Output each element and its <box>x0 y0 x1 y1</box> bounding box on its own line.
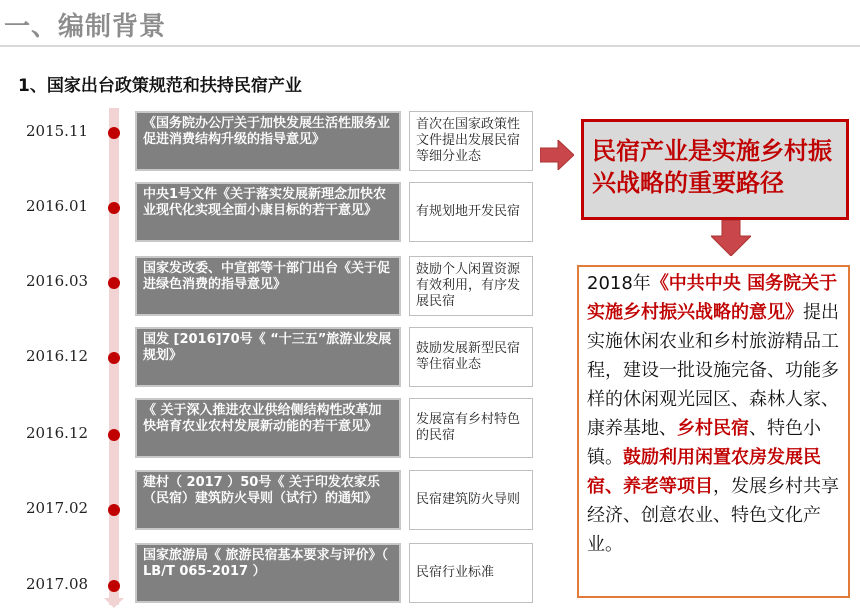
timeline-arrow-icon <box>104 598 124 608</box>
policy-box: 中央1号文件《关于落实发展新理念加快农业现代化实现全面小康目标的若干意见》 <box>135 182 401 242</box>
timeline-dot <box>108 277 120 289</box>
detail-text: 、特色小镇。 <box>587 418 821 468</box>
detail-text: 提出实施休闲农业和乡村旅游精品工程，建设一批设施完备、功能多样的休闲观光园区、森林人家、康养基地、 <box>587 302 839 439</box>
timeline-date: 2016.01 <box>26 197 89 215</box>
title-divider <box>0 45 860 47</box>
effect-text: 发展富有乡村特色的民宿 <box>416 412 521 443</box>
detail-emphasis: 乡村民宿 <box>677 418 749 439</box>
timeline-date: 2016.03 <box>26 272 89 290</box>
timeline-dot <box>108 202 120 214</box>
policy-box: 国发 [2016]70号《 “十三五”旅游业发展规划》 <box>135 327 401 387</box>
effect-box <box>409 543 533 603</box>
effect-text: 有规划地开发民宿 <box>416 204 521 219</box>
timeline-date: 2015.11 <box>26 122 89 140</box>
timeline-date: 2016.12 <box>26 347 89 365</box>
detail-text: ，发展乡村共享经济、创意农业、特色文化产业。 <box>587 476 839 555</box>
timeline-date: 2017.08 <box>26 575 89 593</box>
detail-box <box>577 265 850 598</box>
effect-box <box>409 182 533 242</box>
highlight-box: 民宿产业是实施乡村振兴战略的重要路径 <box>581 119 849 220</box>
detail-emphasis: 鼓励利用闲置农房发展民宿、养老等项目 <box>587 447 821 497</box>
page-title: 一、编制背景 <box>4 12 167 42</box>
down-arrow-icon <box>711 220 751 256</box>
effect-text: 民宿行业标准 <box>416 565 495 580</box>
detail-doc-title: 《中共中央 国务院关于实施乡村振兴战略的意见》 <box>587 273 838 323</box>
effect-text: 民宿建筑防火导则 <box>416 492 521 507</box>
effect-text: 首次在国家政策性文件提出发展民宿等细分业态 <box>416 117 521 164</box>
effect-box <box>409 327 533 387</box>
effect-text: 鼓励个人闲置资源有效利用，有序发展民宿 <box>416 262 521 309</box>
policy-box: 《 关于深入推进农业供给侧结构性改革加快培育农业农村发展新动能的若干意见》 <box>135 398 401 458</box>
timeline-dot <box>108 504 120 516</box>
policy-box: 《国务院办公厅关于加快发展生活性服务业促进消费结构升级的指导意见》 <box>135 111 401 171</box>
timeline-date: 2017.02 <box>26 499 89 517</box>
policy-box: 国家旅游局《 旅游民宿基本要求与评价》（ LB/T 065-2017 ） <box>135 543 401 603</box>
effect-text: 鼓励发展新型民宿等住宿业态 <box>416 341 521 372</box>
policy-box: 国家发改委、中宣部等十部门出台《关于促进绿色消费的指导意见》 <box>135 256 401 316</box>
detail-year: 2018年 <box>587 273 651 294</box>
right-arrow-icon <box>540 140 574 170</box>
timeline-dot <box>108 127 120 139</box>
timeline-dot <box>108 352 120 364</box>
timeline-dot <box>108 580 120 592</box>
effect-box <box>409 111 533 171</box>
effect-box <box>409 470 533 530</box>
effect-box <box>409 398 533 458</box>
section-subtitle: 1、国家出台政策规范和扶持民宿产业 <box>18 76 302 96</box>
timeline-date: 2016.12 <box>26 424 89 442</box>
effect-box <box>409 256 533 316</box>
timeline-dot <box>108 429 120 441</box>
policy-box: 建村（ 2017 ）50号《 关于印发农家乐（民宿）建筑防火导则（试行）的通知》 <box>135 470 401 530</box>
